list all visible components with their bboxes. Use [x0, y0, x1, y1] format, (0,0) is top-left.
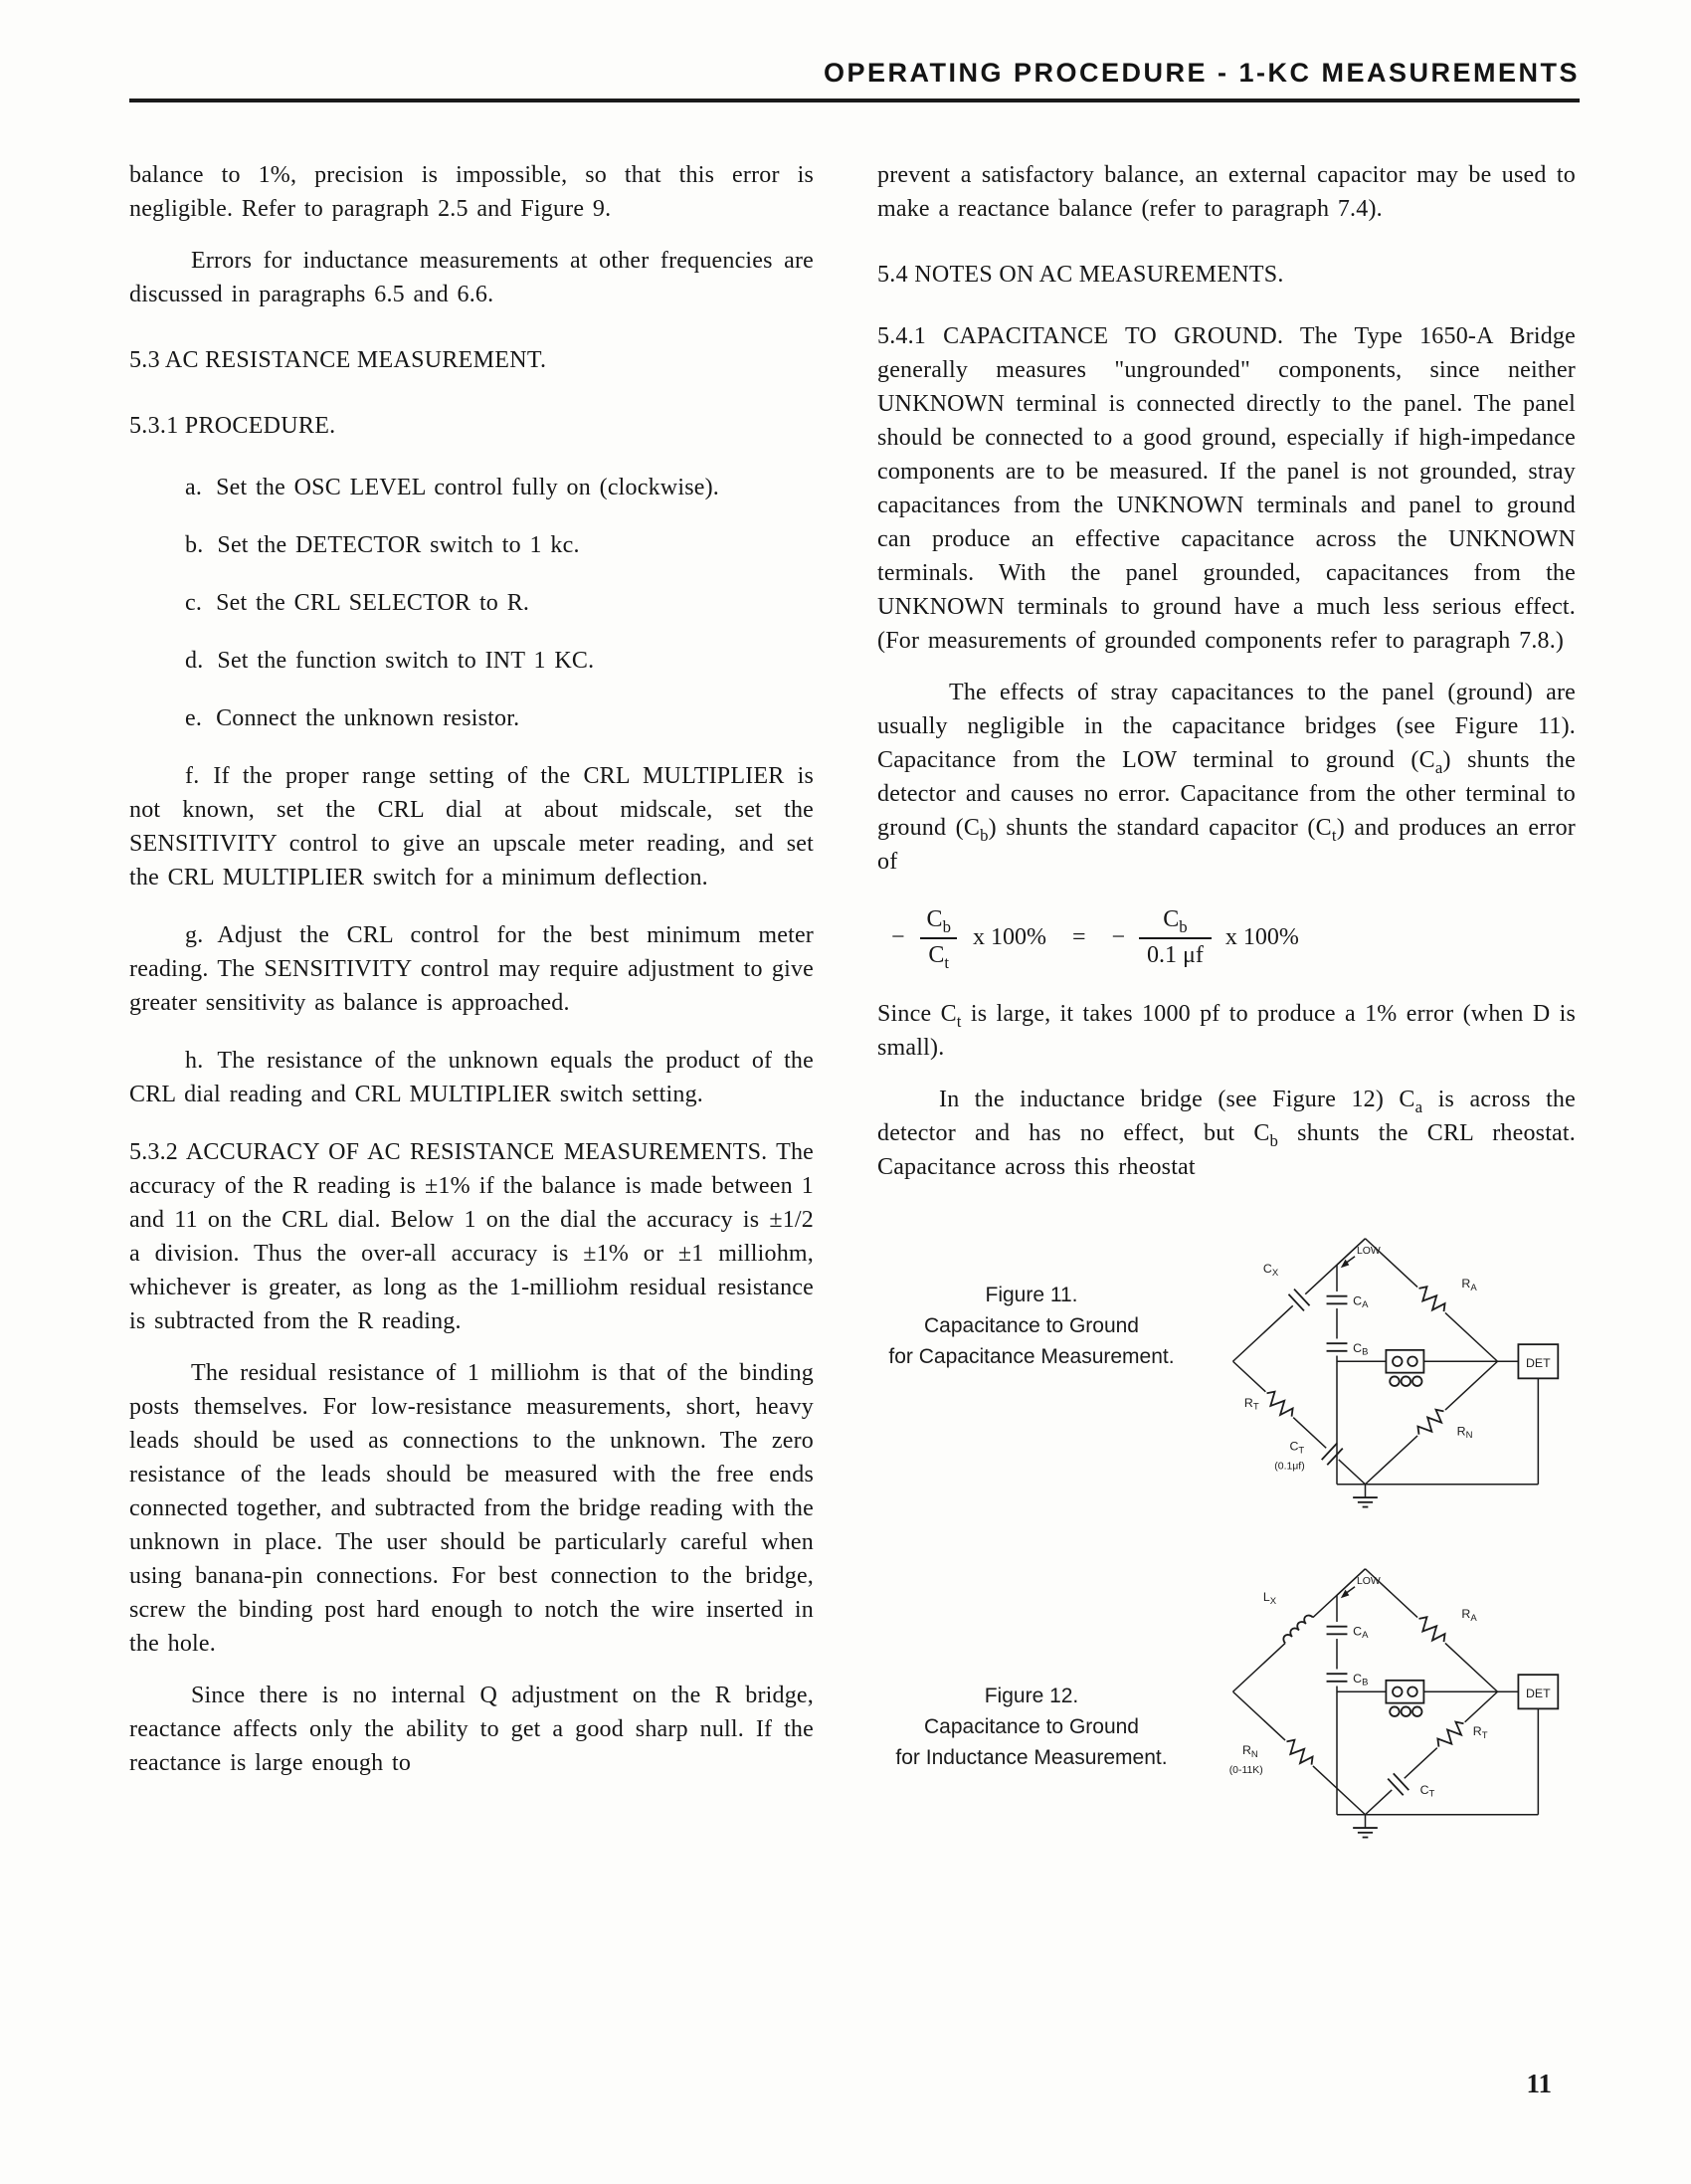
- ground-symbol: [1353, 1815, 1378, 1838]
- equals-sign: =: [1071, 924, 1086, 951]
- step-text: The resistance of the unknown equals the product of the CRL dial reading and CRL MULTIPLIER switch setting.: [129, 1048, 814, 1107]
- procedure-step-e: [129, 701, 814, 735]
- ground-symbol: [1353, 1485, 1378, 1507]
- figure-11-caption-line: for Capacitance Measurement.: [888, 1345, 1175, 1369]
- detector-box: [1498, 1675, 1559, 1708]
- step-label: b.: [185, 532, 204, 558]
- capacitor-cb-symbol: [1325, 1339, 1350, 1356]
- label-ra: $R_A$: [1461, 1607, 1477, 1625]
- procedure-step-f: [129, 759, 814, 894]
- step-text: If the proper range setting of the CRL MULTIPLIER is not known, set the CRL dial at about midscale, set the SENSITIVITY control to give an upscale meter reading, and set the CRL MULTIPLIER switch for a minimum deflection.: [129, 763, 814, 891]
- page-title: OPERATING PROCEDURE - 1-KC MEASUREMENTS: [823, 58, 1580, 88]
- error-formula: [891, 906, 1576, 972]
- label-lx: $L_X$: [1262, 1590, 1277, 1608]
- step-label: c.: [185, 590, 203, 616]
- low-arrow: [1341, 1587, 1355, 1598]
- heading-5-3-1: 5.3.1 PROCEDURE.: [129, 413, 336, 439]
- inductor-lx-symbol: [1281, 1614, 1314, 1645]
- label-rn-value: (0-11K): [1228, 1765, 1263, 1777]
- heading-5-4: 5.4 NOTES ON AC MEASUREMENTS.: [877, 262, 1284, 288]
- paragraph-residual-resistance: The residual resistance of 1 milliohm is that of the binding posts themselves. For low-resistance measurements, short, heavy leads should be used as connections to the unknown. The zero resistance of the leads should be measured with the free ends connected together, and subtracted from the bridge reading with the unknown in place. The user should be particularly careful when using banana-pin connections. For best connection to the bridge, screw the binding post hard enough to notch the wire inserted in the hole.: [129, 1360, 814, 1657]
- fraction-numerator: $C_b$: [926, 906, 951, 936]
- paragraph-inductance-bridge: In the inductance bridge (see Figure 12) $C_a$ is across the detector and has no effect, but $C_b$ shunts the CRL rheostat. Capacitance across this rheostat: [877, 1087, 1576, 1181]
- figure-12-caption: [877, 1681, 1186, 1773]
- label-ca: $C_A$: [1353, 1624, 1369, 1642]
- fraction-numerator: $C_b$: [1163, 906, 1188, 936]
- heading-5-3: 5.3 AC RESISTANCE MEASUREMENT.: [129, 347, 547, 373]
- step-text: Adjust the CRL control for the best minimum meter reading. The SENSITIVITY control may require adjustment to give greater sensitivity as balance is approached.: [129, 922, 814, 1016]
- fraction-cb-over-ct: [919, 906, 959, 972]
- capacitor-ca-symbol: [1325, 1622, 1350, 1639]
- page-number: 11: [1526, 2069, 1552, 2098]
- left-column: [129, 158, 814, 1853]
- paragraph-stray-capacitances: The effects of stray capacitances to the panel (ground) are usually negligible in the capacitance bridges (see Figure 11). Capacitance from the LOW terminal to ground $(C_a)$ shunts the detector and causes no error. Capacitance from the other terminal to ground $(C_b)$ shunts the standard capacitor $(C_t)$ and produces an error of: [877, 680, 1576, 875]
- step-label: h.: [185, 1048, 204, 1074]
- header-rule: [129, 99, 1580, 102]
- fraction-denominator: 0.1 μf: [1139, 937, 1212, 970]
- capacitor-ca-symbol: [1325, 1291, 1350, 1308]
- figure-11: [877, 1210, 1576, 1522]
- figure-11-title: Figure 11.: [985, 1284, 1078, 1307]
- content-columns: [129, 158, 1580, 1853]
- paragraph-5-3-2-accuracy: 5.3.2 ACCURACY OF AC RESISTANCE MEASUREMENTS. The accuracy of the R reading is ±1% if the balance is made between 1 and 11 on the CRL dial. Below 1 on the dial the accuracy is ±1/2 a division. Thus the over-all accuracy is ±1% or ±1 milliohm, whichever is greater, as long as the 1-milliohm residual resistance is subtracted from the R reading.: [129, 1139, 814, 1334]
- figure-12-diagram: [1186, 1540, 1564, 1853]
- label-ca: $C_A$: [1353, 1293, 1369, 1311]
- label-rt: $R_T$: [1472, 1724, 1488, 1741]
- figure-11-caption-line: Capacitance to Ground: [924, 1314, 1139, 1338]
- paragraph-balance: balance to 1%, precision is impossible, so that this error is negligible. Refer to paragraph 2.5 and Figure 9.: [129, 162, 814, 222]
- step-label: f.: [185, 763, 200, 789]
- step-text: Connect the unknown resistor.: [216, 705, 520, 731]
- capacitor-cb-symbol: [1325, 1670, 1350, 1687]
- label-low: LOW: [1356, 1246, 1381, 1258]
- step-text: Set the CRL SELECTOR to R.: [216, 590, 530, 616]
- figure-11-caption: [877, 1280, 1186, 1372]
- step-text: Set the DETECTOR switch to 1 kc.: [217, 532, 580, 558]
- label-cx: $C_X$: [1262, 1262, 1279, 1279]
- low-arrow: [1341, 1257, 1355, 1268]
- page-header: [129, 58, 1580, 102]
- fraction-denominator: $C_t$: [920, 937, 957, 970]
- label-cb: $C_B$: [1353, 1340, 1369, 1358]
- label-rn: $R_N$: [1456, 1424, 1473, 1442]
- step-label: a.: [185, 475, 203, 500]
- label-cb: $C_B$: [1353, 1671, 1369, 1688]
- step-label: e.: [185, 705, 203, 731]
- paragraph-5-4-1-capacitance-to-ground: 5.4.1 CAPACITANCE TO GROUND. The Type 1650-A Bridge generally measures "ungrounded" components, since neither UNKNOWN terminal is connected directly to the panel. The panel should be connected to a good ground, especially if high-impedance components are to be measured. If the panel is not grounded, stray capacitances from the UNKNOWN terminals and panel to ground can produce an effective capacitance across the UNKNOWN terminals. With the panel grounded, capacitances from the UNKNOWN terminals to ground have a much less serious effect. (For measurements of grounded components refer to paragraph 7.8.): [877, 323, 1576, 654]
- figure-12: [877, 1540, 1576, 1853]
- label-rt: $R_T$: [1243, 1396, 1259, 1413]
- procedure-step-c: [129, 586, 814, 620]
- label-rn: $R_N$: [1242, 1743, 1258, 1760]
- figure-12-caption-line: for Inductance Measurement.: [895, 1746, 1168, 1770]
- label-ct: $C_T$: [1419, 1783, 1435, 1800]
- paragraph-q-adjustment: Since there is no internal Q adjustment on the R bridge, reactance affects only the ability to get a good sharp null. If the reactance is large enough to: [129, 1683, 814, 1776]
- paragraph-prevent-balance: prevent a satisfactory balance, an external capacitor may be used to make a reactance balance (refer to paragraph 7.4).: [877, 162, 1576, 222]
- times-100-percent: x 100%: [972, 924, 1046, 951]
- figure-12-title: Figure 12.: [984, 1685, 1079, 1708]
- procedure-step-h: [129, 1044, 814, 1111]
- label-ra: $R_A$: [1461, 1277, 1477, 1294]
- step-text: Set the OSC LEVEL control fully on (clockwise).: [216, 475, 719, 500]
- paragraph-since-ct-large: Since $C_t$ is large, it takes 1000 pf to produce a 1% error (when D is small).: [877, 1001, 1577, 1062]
- label-ct: $C_T$: [1289, 1439, 1305, 1457]
- det-label: DET: [1526, 1687, 1551, 1701]
- procedure-step-g: [129, 918, 814, 1020]
- step-label: d.: [185, 648, 204, 674]
- paragraph-errors: Errors for inductance measurements at other frequencies are discussed in paragraphs 6.5 and 6.6.: [129, 248, 814, 307]
- procedure-step-d: [129, 644, 814, 678]
- detector-box: [1498, 1344, 1559, 1378]
- times-100-percent: x 100%: [1224, 924, 1299, 951]
- step-text: Set the function switch to INT 1 KC.: [217, 648, 595, 674]
- step-label: g.: [185, 922, 204, 948]
- procedure-step-a: [129, 471, 814, 504]
- label-low: LOW: [1356, 1576, 1381, 1588]
- right-column: [877, 158, 1576, 1853]
- fraction-cb-over-01uf: [1139, 906, 1212, 969]
- label-ct-value: (0.1μf): [1274, 1461, 1305, 1473]
- figure-12-caption-line: Capacitance to Ground: [924, 1715, 1139, 1739]
- det-label: DET: [1526, 1356, 1551, 1371]
- procedure-step-b: [129, 528, 814, 562]
- figure-11-diagram: [1186, 1210, 1564, 1522]
- minus-sign: −: [1111, 924, 1126, 951]
- minus-sign: −: [891, 924, 905, 951]
